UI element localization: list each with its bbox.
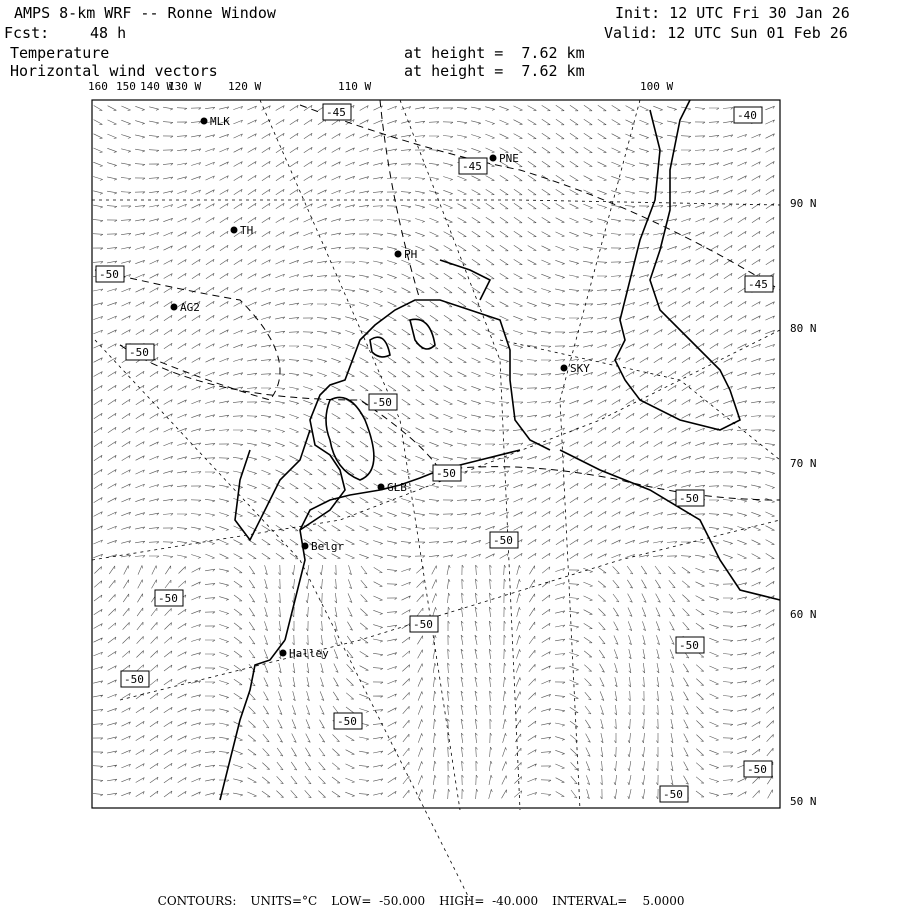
init-time: Init: 12 UTC Fri 30 Jan 26 xyxy=(615,4,850,22)
contour-label: -50 xyxy=(679,639,699,652)
contour-legend xyxy=(150,880,699,908)
station-dot xyxy=(201,118,208,125)
station-dot xyxy=(302,543,309,550)
longitude-label: 130 W xyxy=(168,80,202,93)
berkner-island xyxy=(326,398,374,481)
contour-label: -50 xyxy=(747,763,767,776)
contour-label: -50 xyxy=(158,592,178,605)
contour-label: -50 xyxy=(129,346,149,359)
grounding-line xyxy=(300,300,550,530)
coats-land-coast xyxy=(220,640,285,800)
contour-label: -50 xyxy=(372,396,392,409)
latitude-label: 80 N xyxy=(790,322,817,335)
high-value: HIGH= -40.000 xyxy=(439,894,539,908)
contour-label: -50 xyxy=(124,673,144,686)
contour-label: -50 xyxy=(99,268,119,281)
longitude-label: 120 W xyxy=(228,80,262,93)
station-label: MLK xyxy=(210,115,230,128)
station-label: AG2 xyxy=(180,301,200,314)
latitude-labels xyxy=(790,197,817,808)
contour-minus-45 xyxy=(300,105,780,290)
station-dot xyxy=(378,484,385,491)
wind-arrows xyxy=(93,105,775,799)
longitude-label: 150 xyxy=(116,80,136,93)
map-title: AMPS 8-km WRF -- Ronne Window xyxy=(14,4,276,22)
station-label: PH xyxy=(404,248,418,261)
contours-label: CONTOURS: xyxy=(157,894,237,908)
antarctic-peninsula-coast xyxy=(615,100,740,430)
longitude-label: 140 W xyxy=(140,80,174,93)
station-label: TH xyxy=(240,224,254,237)
station-dot xyxy=(231,227,238,234)
contour-label: -50 xyxy=(663,788,683,801)
interval-value: INTERVAL= 5.0000 xyxy=(552,894,685,908)
longitude-label: 100 W xyxy=(640,80,674,93)
contour-minus-50 xyxy=(95,270,280,400)
field-name-wind: Horizontal wind vectors xyxy=(10,62,218,80)
longitude-labels xyxy=(88,80,673,93)
contour-label: -50 xyxy=(436,467,456,480)
station-dot xyxy=(171,304,178,311)
contour-label: -45 xyxy=(326,106,346,119)
contour-label: -45 xyxy=(748,278,768,291)
contour-label: -40 xyxy=(737,109,757,122)
latitude-line xyxy=(92,200,780,205)
coast-west xyxy=(235,430,310,540)
units-label: UNITS=°C xyxy=(250,894,318,908)
ice-rise xyxy=(410,319,435,349)
field-name-temperature: Temperature xyxy=(10,44,110,62)
station-label: PNE xyxy=(499,152,519,165)
contour-label: -50 xyxy=(337,715,357,728)
latitude-label: 60 N xyxy=(790,608,817,621)
longitude-label: 160 xyxy=(88,80,108,93)
contour-label: -50 xyxy=(679,492,699,505)
height-level-2: at height = 7.62 km xyxy=(404,62,585,80)
station-label: SKY xyxy=(570,362,590,375)
contour-label: -50 xyxy=(493,534,513,547)
station-dot xyxy=(280,650,287,657)
contour-label: -50 xyxy=(413,618,433,631)
coastline xyxy=(220,100,780,800)
height-level-1: at height = 7.62 km xyxy=(404,44,585,62)
station-label: Halley xyxy=(289,647,329,660)
low-value: LOW= -50.000 xyxy=(331,894,426,908)
longitude-label: 110 W xyxy=(338,80,372,93)
contour-label: -45 xyxy=(462,160,482,173)
station-dot xyxy=(561,365,568,372)
latitude-label: 70 N xyxy=(790,457,817,470)
latitude-label: 90 N xyxy=(790,197,817,210)
latitude-line xyxy=(120,520,780,700)
valid-time: Valid: 12 UTC Sun 01 Feb 26 xyxy=(604,24,848,42)
meridian-line xyxy=(560,100,640,810)
station-label: GLB xyxy=(387,481,407,494)
contour-labels xyxy=(96,104,773,802)
forecast-label: Fcst: xyxy=(4,24,50,42)
station-dot xyxy=(395,251,402,258)
ice-shelf-edge-north xyxy=(440,260,490,300)
latitude-label: 50 N xyxy=(790,795,817,808)
wind-vector-field xyxy=(93,105,775,799)
station-markers xyxy=(171,115,591,660)
forecast-hours: 48 h xyxy=(90,24,127,42)
station-label: Belgr xyxy=(311,540,345,553)
station-dot xyxy=(490,155,497,162)
